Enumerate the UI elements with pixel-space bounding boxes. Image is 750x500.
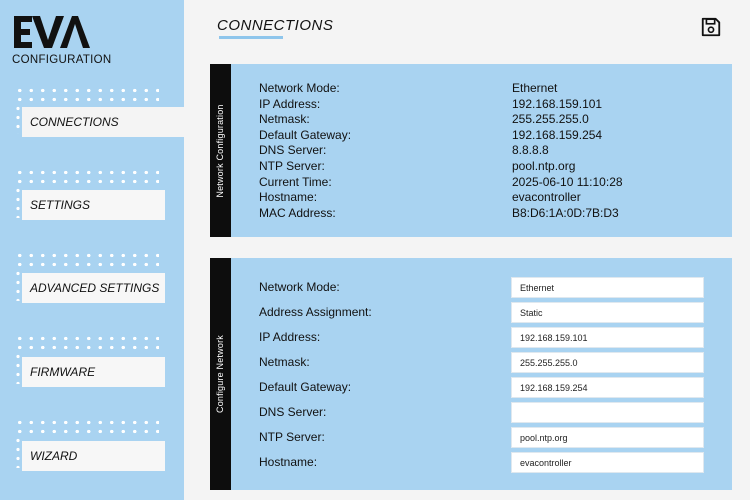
hostname-input[interactable]: evacontroller bbox=[511, 452, 704, 473]
sidebar-item-advanced-settings[interactable]: ADVANCED SETTINGS bbox=[22, 273, 165, 303]
info-label: MAC Address: bbox=[259, 206, 336, 220]
field-label: DNS Server: bbox=[259, 405, 327, 419]
panel-side-strip bbox=[210, 64, 231, 237]
network-configuration-panel bbox=[210, 64, 732, 237]
info-value: evacontroller bbox=[512, 190, 581, 204]
info-label: NTP Server: bbox=[259, 159, 325, 173]
panel-heading: Network Configuration bbox=[215, 103, 225, 198]
info-value: Ethernet bbox=[512, 81, 558, 95]
page-title: CONNECTIONS bbox=[217, 17, 334, 34]
dot-pattern bbox=[14, 251, 159, 269]
field-label: Address Assignment: bbox=[259, 305, 372, 319]
configure-network-panel bbox=[210, 258, 732, 490]
default-gateway-input[interactable]: 192.168.159.254 bbox=[511, 377, 704, 398]
dot-pattern bbox=[14, 418, 159, 436]
field-label: Hostname: bbox=[259, 455, 318, 469]
info-value: pool.ntp.org bbox=[512, 159, 576, 173]
info-label: Hostname: bbox=[259, 190, 318, 204]
info-label: IP Address: bbox=[259, 97, 321, 111]
sidebar-item-connections[interactable]: CONNECTIONS bbox=[22, 107, 184, 137]
dns-server-input[interactable] bbox=[511, 402, 704, 423]
field-label: Netmask: bbox=[259, 355, 310, 369]
field-label: Default Gateway: bbox=[259, 380, 352, 394]
info-label: Current Time: bbox=[259, 175, 332, 189]
sidebar-item-wizard[interactable]: WIZARD bbox=[22, 441, 165, 471]
info-value: 192.168.159.101 bbox=[512, 97, 603, 111]
info-label: Netmask: bbox=[259, 112, 310, 126]
save-floppy-icon[interactable] bbox=[700, 16, 722, 38]
dot-pattern bbox=[14, 352, 22, 384]
info-value: B8:D6:1A:0D:7B:D3 bbox=[512, 206, 619, 220]
ip-address-input[interactable]: 192.168.159.101 bbox=[511, 327, 704, 348]
info-label: Default Gateway: bbox=[259, 128, 352, 142]
field-label: Network Mode: bbox=[259, 280, 340, 294]
ntp-server-input[interactable]: pool.ntp.org bbox=[511, 427, 704, 448]
sidebar bbox=[0, 0, 184, 500]
network-mode-select[interactable]: Ethernet bbox=[511, 277, 704, 298]
dot-pattern bbox=[14, 186, 22, 218]
field-label: NTP Server: bbox=[259, 430, 325, 444]
address-assignment-select[interactable]: Static bbox=[511, 302, 704, 323]
dot-pattern bbox=[14, 104, 22, 134]
panel-heading: Configure Network bbox=[215, 335, 225, 413]
info-label: Network Mode: bbox=[259, 81, 340, 95]
title-underline bbox=[219, 36, 283, 39]
sidebar-item-firmware[interactable]: FIRMWARE bbox=[22, 357, 165, 387]
eva-logo bbox=[12, 14, 92, 50]
panel-side-strip bbox=[210, 258, 231, 490]
info-value: 8.8.8.8 bbox=[512, 143, 549, 157]
field-label: IP Address: bbox=[259, 330, 321, 344]
info-value: 192.168.159.254 bbox=[512, 128, 603, 142]
info-value: 255.255.255.0 bbox=[512, 112, 589, 126]
dot-pattern bbox=[14, 436, 22, 468]
info-value: 2025-06-10 11:10:28 bbox=[512, 175, 623, 189]
dot-pattern bbox=[14, 86, 159, 104]
dot-pattern bbox=[14, 334, 159, 352]
info-label: DNS Server: bbox=[259, 143, 327, 157]
dot-pattern bbox=[14, 168, 159, 186]
logo-subtitle: CONFIGURATION bbox=[12, 54, 112, 66]
dot-pattern bbox=[14, 269, 22, 301]
netmask-input[interactable]: 255.255.255.0 bbox=[511, 352, 704, 373]
sidebar-item-settings[interactable]: SETTINGS bbox=[22, 190, 165, 220]
